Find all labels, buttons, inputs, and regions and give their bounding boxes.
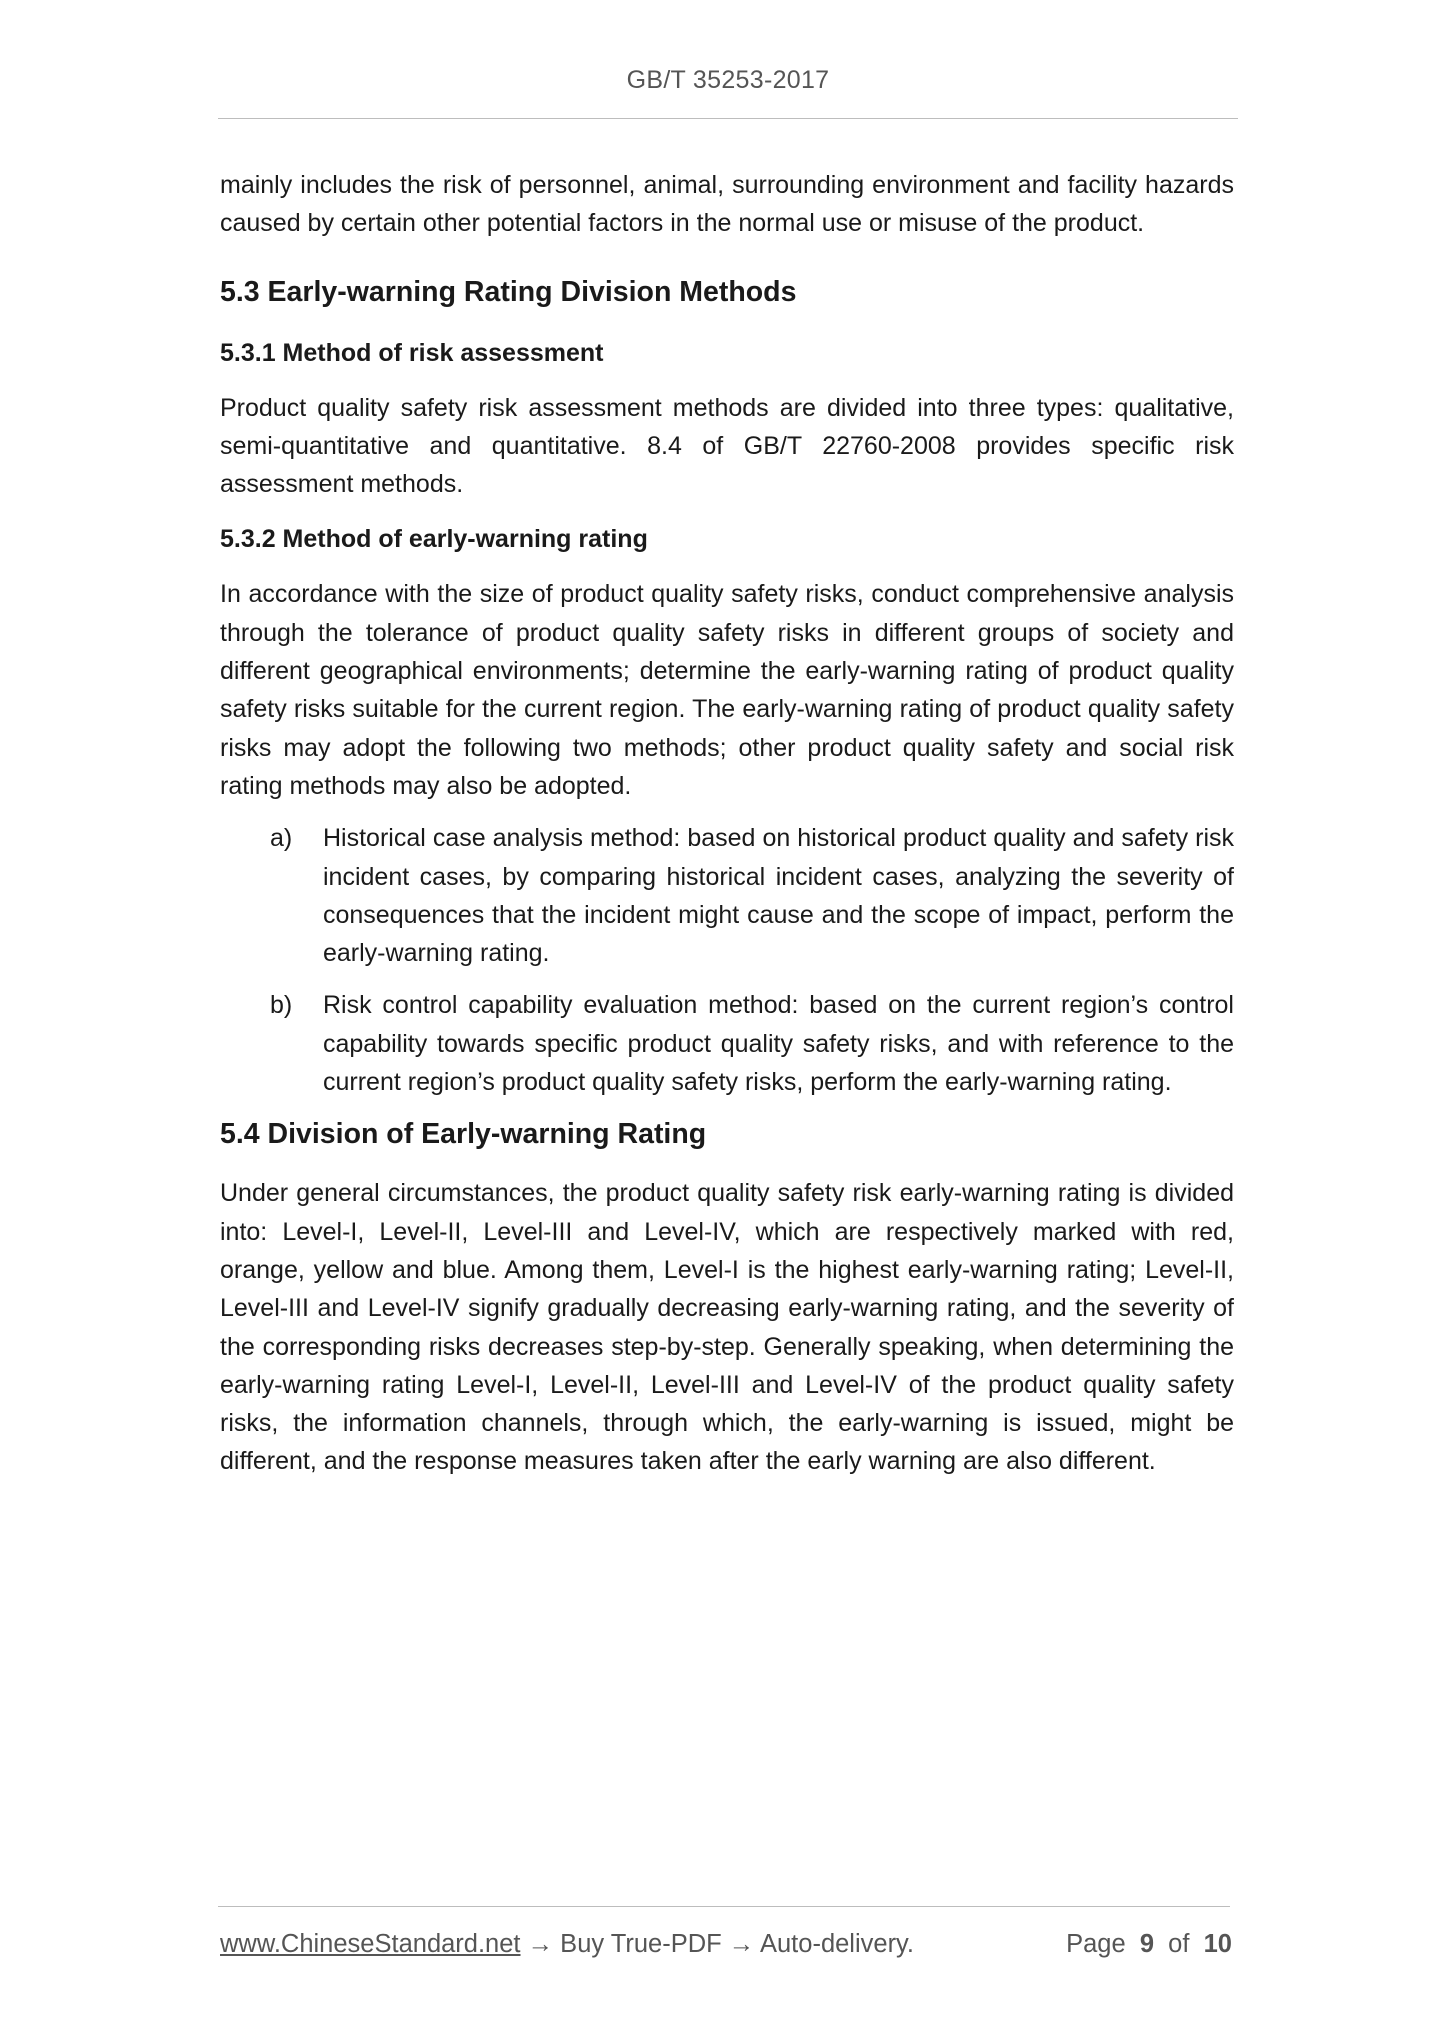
header-divider [218,118,1238,119]
section-5-3-1-heading: 5.3.1 Method of risk assessment [220,338,604,367]
list-marker: a) [270,824,293,853]
page-header [218,66,1238,95]
page-number [1066,1930,1232,1959]
list-item-text: Historical case analysis method: based on historical product quality and safety risk incident cases, by comparing historical incident cases, analyzing the severity of consequences that the incident might cause and the scope of impact, perform the early-warning rating. [323,824,1234,968]
footer-divider [218,1906,1230,1907]
section-5-4-heading: 5.4 Division of Early-warning Rating [220,1118,707,1151]
intro-paragraph: mainly includes the risk of personnel, animal, surrounding environment and facility hazards caused by certain other potential factors in the normal use or misuse of the product. [220,171,1234,238]
section-5-3-1-paragraph: Product quality safety risk assessment methods are divided into three types: qualitative, semi-quantitative and quantitative. 8.4 of GB/T 22760-2008 provides specific risk assessment methods. [220,393,1234,499]
footer-promo [220,1930,914,1959]
total-pages: 10 [1203,1930,1232,1958]
current-page: 9 [1139,1930,1154,1958]
list-item-a [220,819,1234,972]
page-content [220,166,1234,1481]
list-item-text: Risk control capability evaluation method: based on the current region’s control capability towards specific product quality safety risks, and with reference to the current region’s product quality safety risks, perform the early-warning rating. [323,991,1234,1097]
page-of-label: of [1168,1930,1190,1958]
standard-code: GB/T 35253-2017 [626,66,830,94]
footer-promo-text: → Buy True-PDF → Auto-delivery. [520,1930,914,1958]
section-5-3-2-heading: 5.3.2 Method of early-warning rating [220,525,648,554]
section-5-3-2-paragraph: In accordance with the size of product quality safety risks, conduct comprehensive analysis through the tolerance of product quality safety risks in different groups of society and different geographical environments; determine the early-warning rating of product quality safety risks suitable for the current region. The early-warning rating of product quality safety risks may adopt the following two methods; other product quality safety and social risk rating methods may also be adopted. [220,580,1234,800]
website-link[interactable]: www.ChineseStandard.net [220,1930,521,1958]
list-marker: b) [270,991,293,1020]
section-5-4-paragraph: Under general circumstances, the product quality safety risk early-warning rating is divided into: Level-I, Level-II, Level-III and Level-IV, which are respectively marked with red, orange, yellow and blue. Among them, Level-I is the highest early-warning rating; Level-II, Level-III and Level-IV signify gradually decreasing early-warning rating, and the severity of the corresponding risks decreases step-by-step. Generally speaking, when determining the early-warning rating Level-I, Level-II, Level-III and Level-IV of the product quality safety risks, the information channels, through which, the early-warning is issued, might be different, and the response measures taken after the early warning are also different. [220,1179,1234,1476]
page-label: Page [1066,1930,1126,1958]
list-item-b [220,986,1234,1101]
section-5-3-heading: 5.3 Early-warning Rating Division Methods [220,275,797,308]
